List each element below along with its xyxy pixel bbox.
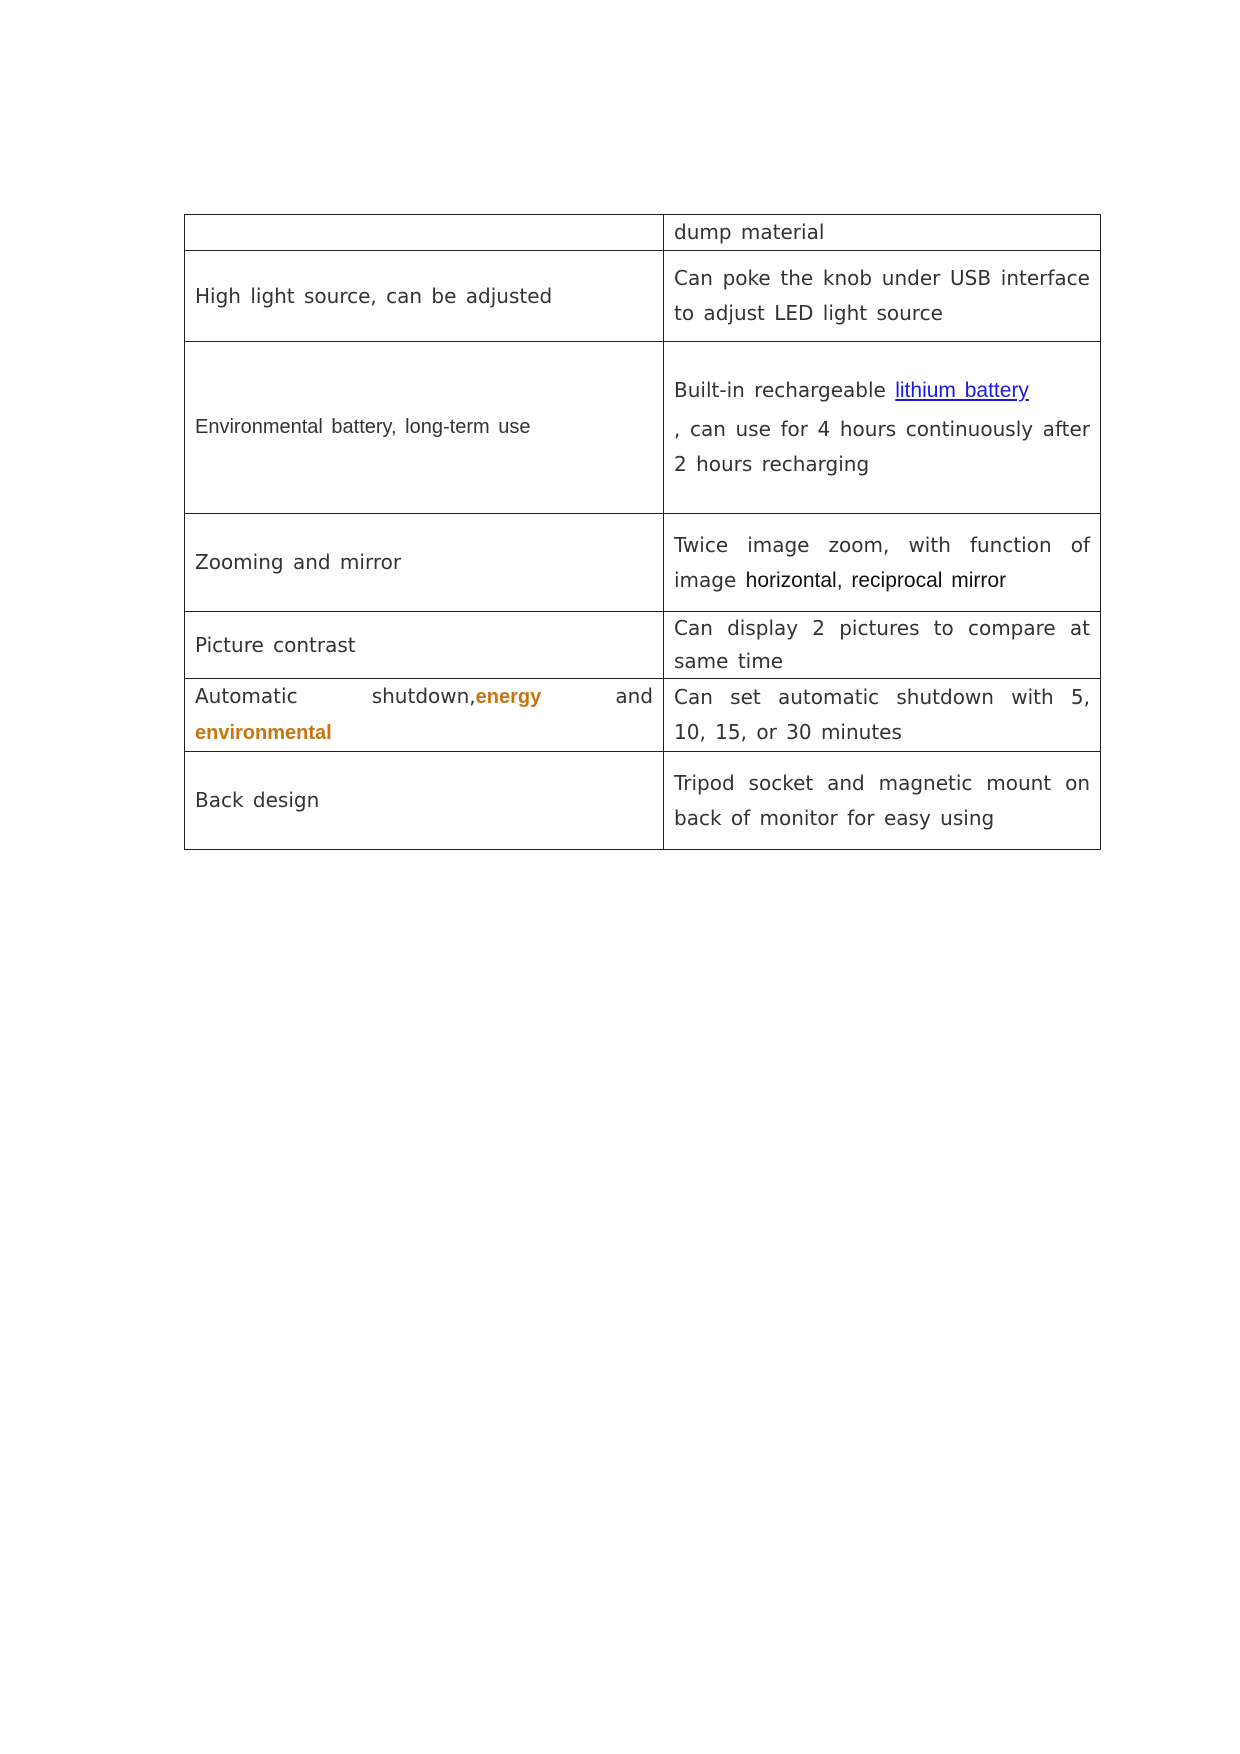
table-row <box>185 215 1101 251</box>
table-row <box>185 514 1101 612</box>
feature-cell <box>185 679 664 752</box>
energy-highlight: energy <box>475 686 542 708</box>
description-cell: Can set automatic shutdown with 5, 10, 15, or 30 minutes <box>664 679 1101 752</box>
feature-cell: High light source, can be adjusted <box>185 251 664 342</box>
description-cell <box>664 342 1101 514</box>
table-row <box>185 612 1101 679</box>
environmental-highlight: environmental <box>195 722 332 744</box>
description-highlight: horizontal, reciprocal mirror <box>745 568 1007 592</box>
table-row <box>185 679 1101 752</box>
feature-cell <box>185 215 664 251</box>
description-first-line <box>674 373 1090 408</box>
description-cell <box>664 514 1101 612</box>
description-cell: dump material <box>664 215 1101 251</box>
description-cell: Can poke the knob under USB interface to adjust LED light source <box>664 251 1101 342</box>
feature-cell: Picture contrast <box>185 612 664 679</box>
table-row <box>185 752 1101 850</box>
table-row <box>185 342 1101 514</box>
spec-table <box>184 214 1101 850</box>
feature-cell: Environmental battery, long-term use <box>185 342 664 514</box>
feature-middle: and <box>541 684 653 708</box>
feature-cell: Back design <box>185 752 664 850</box>
description-prefix: Built-in rechargeable <box>674 378 896 402</box>
description-suffix: , can use for 4 hours continuously after 2 hours recharging <box>674 417 1090 476</box>
lithium-battery-link[interactable]: lithium battery <box>895 379 1029 402</box>
table-row <box>185 251 1101 342</box>
description-cell: Can display 2 pictures to compare at same time <box>664 612 1101 679</box>
description-prefix: Twice image zoom, with function of image <box>674 532 1090 592</box>
feature-cell: Zooming and mirror <box>185 514 664 612</box>
line-gap <box>674 408 1090 412</box>
description-cell: Tripod socket and magnetic mount on back of monitor for easy using <box>664 752 1101 850</box>
feature-prefix: Automatic shutdown, <box>195 684 476 708</box>
